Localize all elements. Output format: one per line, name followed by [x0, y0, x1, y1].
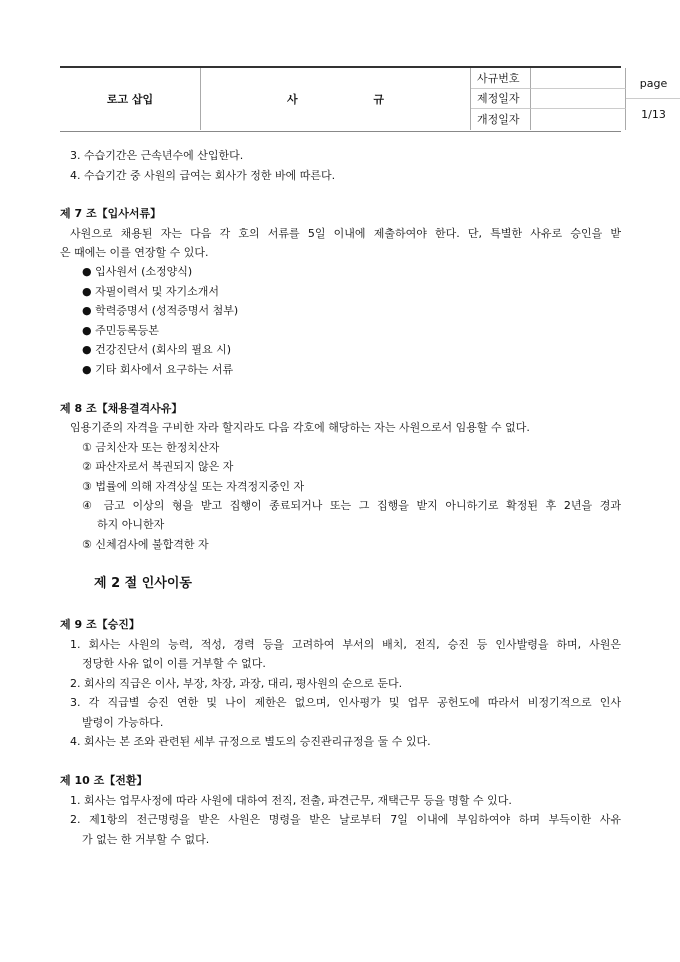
list-item: ② 파산자로서 복권되지 않은 자: [82, 460, 234, 473]
list-item: 4. 수습기간 중 사원의 급여는 회사가 정한 바에 따른다.: [70, 169, 336, 182]
list-item: ④ 금고 이상의 형을 받고 집행이 종료되거나 또는 그 집행을 받지 아니하기로 확정된 후 2년을 경과: [82, 499, 621, 512]
list-item-cont: 가 없는 한 거부할 수 없다.: [82, 833, 210, 846]
list-item: ● 주민등록등본: [82, 324, 159, 337]
list-item: ● 학력증명서 (성적증명서 첨부): [82, 304, 239, 317]
revision-date-value: [531, 109, 626, 130]
list-item-cont: 발령이 가능하다.: [82, 716, 164, 729]
article-7-intro: 사원으로 채용된 자는 다음 각 호의 서류를 5일 이내에 제출하여야 한다. 단, 특별한 사유로 승인을 받: [70, 227, 621, 240]
article-10-heading: 제 10 조【전환】: [60, 774, 148, 787]
list-item: ③ 법률에 의해 자격상실 또는 자격정지중인 자: [82, 480, 305, 493]
enactment-date-label: 제정일자: [471, 89, 531, 110]
list-item: ● 건강진단서 (회사의 필요 시): [82, 343, 232, 356]
list-item: ● 기타 회사에서 요구하는 서류: [82, 363, 234, 376]
article-9-heading: 제 9 조【승진】: [60, 618, 140, 631]
document-header-table: [60, 66, 668, 132]
logo-placeholder: 로고 삽입: [60, 68, 201, 130]
list-item: 2. 회사의 직급은 이사, 부장, 차장, 과장, 대리, 평사원의 순으로 둔다.: [70, 677, 403, 690]
article-8-heading: 제 8 조【채용결격사유】: [60, 402, 183, 415]
section-heading: 제 2 절 인사이동: [94, 576, 192, 591]
list-item: 3. 수습기간은 근속년수에 산입한다.: [70, 149, 244, 162]
article-7-intro-cont: 은 때에는 이를 연장할 수 있다.: [60, 246, 209, 259]
regulation-number-label: 사규번호: [471, 68, 531, 89]
article-8-intro: 임용기준의 자격을 구비한 자라 할지라도 다음 각호에 해당하는 자는 사원으로서 임용할 수 없다.: [70, 421, 530, 434]
list-item: 1. 회사는 사원의 능력, 적성, 경력 등을 고려하여 부서의 배치, 전직, 승진 등 인사발령을 하며, 사원은: [70, 638, 621, 651]
regulation-number-value: [531, 68, 626, 89]
list-item: ⑤ 신체검사에 불합격한 자: [82, 538, 209, 551]
revision-date-label: 개정일자: [471, 109, 531, 130]
page-label: page: [626, 68, 680, 99]
list-item: ● 입사원서 (소정양식): [82, 265, 193, 278]
list-item: 3. 각 직급별 승진 연한 및 나이 제한은 없으며, 인사평가 및 업무 공헌도에 따라서 비정기적으로 인사: [70, 696, 621, 709]
list-item: ● 자필이력서 및 자기소개서: [82, 285, 219, 298]
list-item: 4. 회사는 본 조와 관련된 세부 규정으로 별도의 승진관리규정을 둘 수 있다.: [70, 735, 431, 748]
page-number: 1/13: [641, 108, 666, 121]
list-item: 2. 제1항의 전근명령을 받은 사원은 명령을 받은 날로부터 7일 이내에 부임하여야 하며 부득이한 사유: [70, 813, 621, 826]
article-7-heading: 제 7 조【입사서류】: [60, 207, 162, 220]
enactment-date-value: [531, 89, 626, 110]
list-item-cont: 하지 아니한자: [97, 518, 165, 531]
document-title: 사 규: [201, 68, 471, 130]
list-item: 1. 회사는 업무사정에 따라 사원에 대하여 전직, 전출, 파견근무, 재택근무 등을 명할 수 있다.: [70, 794, 512, 807]
list-item: ① 금치산자 또는 한정치산자: [82, 441, 220, 454]
list-item-cont: 정당한 사유 없이 이를 거부할 수 없다.: [82, 657, 266, 670]
